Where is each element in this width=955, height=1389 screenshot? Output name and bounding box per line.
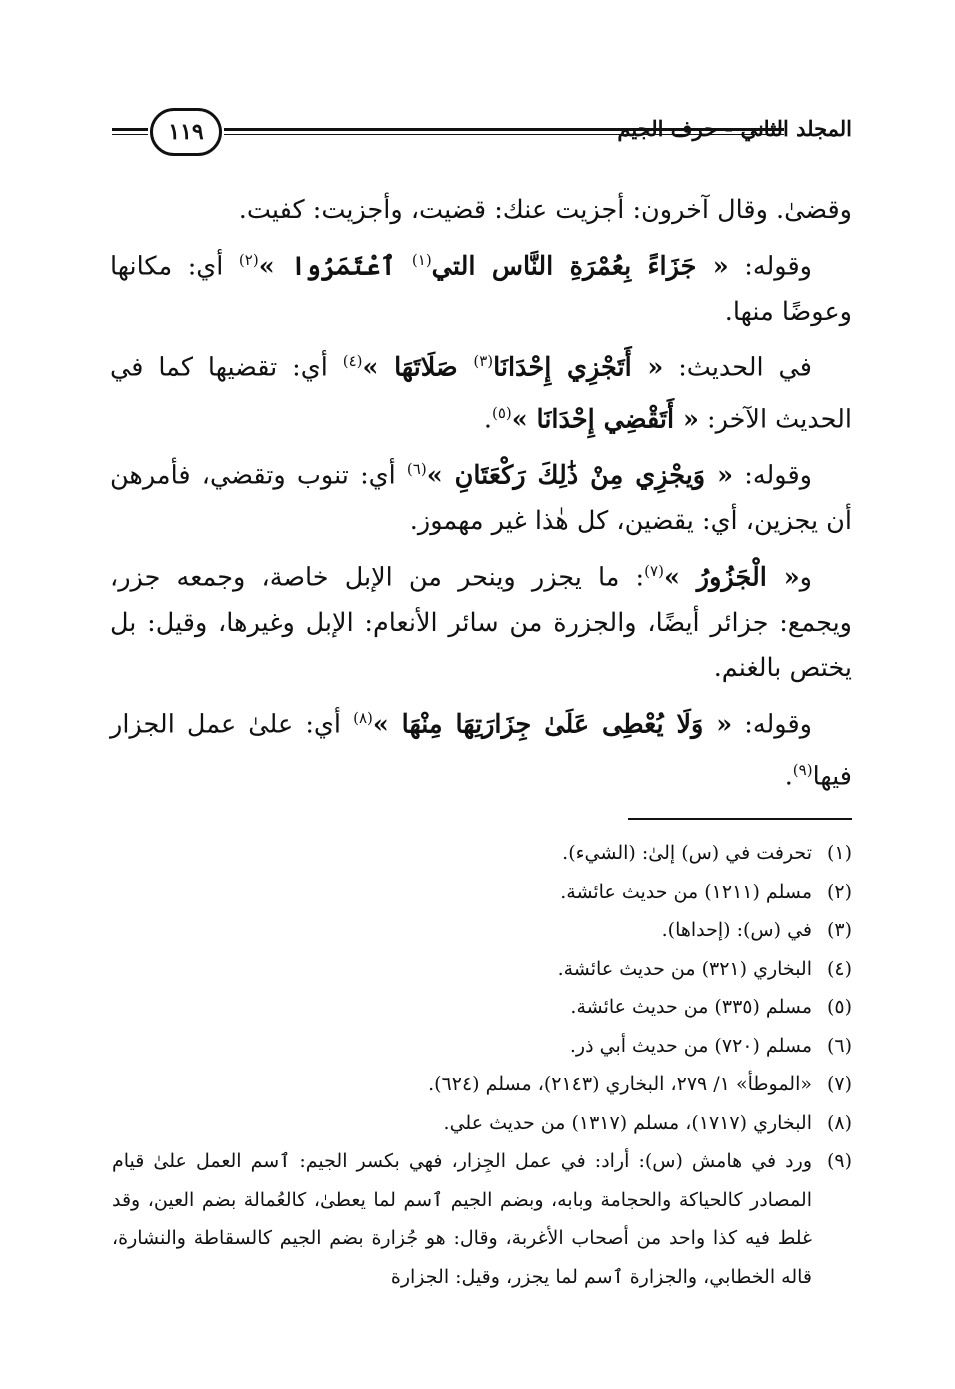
footnote-item	[112, 950, 852, 989]
running-title: المجلد الثاني - حرف الجيم	[617, 116, 852, 141]
footnote-number: (٦)	[826, 1034, 852, 1057]
footnote-separator	[628, 818, 852, 820]
footnote-text: ورد في هامش (س): أراد: في عمل الجِزار، فهي بكسر الجيم: ٱسم العمل علىٰ قيام المصادر كالحياكة والحجامة وبابه، وبضم الجيم ٱسم لما يعطىٰ، كالعُمالة بضم العين، وقد غلط فيه كذا واحد من أصحاب الأغربة، وقال: هو جُزارة بضم الجيم كالسقاطة والنشارة، قاله الخطابي، والجزارة ٱسم لما يجزر، وقيل: الجزارة	[112, 1150, 812, 1288]
middle-text: أي: علىٰ عمل الجزار فيها	[110, 709, 852, 791]
tail-text: أي: مكانها وعوضًا منها.	[110, 251, 852, 327]
footnote-number: (٨)	[826, 1111, 852, 1134]
footnote-item	[112, 911, 852, 950]
footnote-text: في (س): (إحداها).	[661, 919, 812, 941]
paragraph-2	[110, 238, 852, 336]
footnote-text: «الموطأ» ١/ ٢٧٩، البخاري (٢١٤٣)، مسلم (٦٢٤).	[428, 1073, 812, 1095]
quoted-phrase: « أَتَقْضِي إِحْدَانَا »	[511, 404, 699, 435]
footnote-number: (٣)	[826, 919, 852, 941]
footnote-number: (٤)	[826, 957, 852, 980]
tail-text: : ما يجزر وينحر من الإبل خاصة، وجمعه جزر، ويجمع: جزائر أيضًا، والجزرة من سائر الأنعام: الإبل وغيرها، وقيل: بل يختص بالغنم.	[110, 562, 852, 683]
footnote-ref[interactable]: (٤)	[342, 352, 363, 370]
header-rule-left	[112, 128, 148, 135]
footnote-ref[interactable]: (٢)	[238, 250, 259, 269]
footnote-text: تحرفت في (س) إلىٰ: (الشيء).	[562, 842, 812, 864]
lead-text: وقوله:	[733, 460, 812, 491]
footnote-number: (٥)	[826, 996, 852, 1018]
footnote-item	[112, 1027, 852, 1066]
quoted-phrase: ٱعْتَمَرُوا »	[258, 251, 412, 281]
lead-text: و	[799, 562, 812, 592]
main-text	[110, 188, 852, 804]
paragraph-3	[110, 339, 852, 443]
quoted-phrase: « أَتَجْزِي إِحْدَانَا	[493, 352, 664, 383]
paragraph-5	[110, 549, 852, 692]
footnote-ref[interactable]: (٨)	[353, 708, 373, 727]
footnote-text: البخاري (١٧١٧)، مسلم (١٣١٧) من حديث علي.	[443, 1111, 812, 1134]
footnote-number: (١)	[826, 842, 852, 864]
paragraph-1	[110, 188, 852, 234]
paragraph-4	[110, 447, 852, 545]
lead-text: وقوله:	[728, 251, 812, 281]
footnote-ref[interactable]: (١)	[411, 250, 432, 269]
footnote-ref[interactable]: (٩)	[792, 760, 813, 779]
footnote-ref[interactable]: (٥)	[491, 404, 512, 422]
footnote-ref[interactable]: (٧)	[644, 561, 664, 580]
footnote-number: (٧)	[826, 1073, 852, 1095]
tail-text: .	[784, 761, 793, 791]
footnote-item	[112, 873, 852, 912]
page-header	[112, 108, 852, 164]
footnote-ref[interactable]: (٦)	[406, 460, 427, 478]
quoted-phrase: « الْجَزُورُ »	[663, 562, 800, 592]
paragraph-6	[110, 696, 852, 800]
lead-text: وقوله:	[732, 709, 812, 739]
footnote-number: (٢)	[826, 880, 852, 903]
footnote-number: (٩)	[826, 1150, 852, 1172]
footnote-text: مسلم (٣٣٥) من حديث عائشة.	[570, 996, 812, 1018]
footnotes	[112, 834, 852, 1296]
footnote-ref[interactable]: (٣)	[473, 352, 494, 370]
page-number: ١١٩	[168, 119, 204, 145]
paragraph-1-text: وقضىٰ. وقال آخرون: أجزيت عنك: قضيت، وأجزيت: كفيت.	[238, 195, 852, 225]
lead-text: في الحديث:	[663, 352, 812, 383]
middle-text: أي: تقضيها كما في الحديث الآخر:	[110, 352, 852, 435]
footnote-item	[112, 834, 852, 873]
quoted-phrase: « وَلَا يُعْطِى عَلَىٰ جِزَارَتِهَا مِنْهَا »	[372, 709, 733, 739]
footnote-item	[112, 1142, 852, 1296]
tail-text: أي: تنوب وتقضي، فأمرهن أن يجزين، أي: يقضين، كل هٰذا غير مهموز.	[110, 460, 852, 536]
footnote-text: مسلم (١٢١١) من حديث عائشة.	[560, 880, 812, 903]
footnote-text: البخاري (٣٢١) من حديث عائشة.	[557, 957, 812, 980]
quoted-phrase: « جَزَاءً بِعُمْرَةِ النَّاس التي	[431, 251, 729, 281]
footnote-item	[112, 1065, 852, 1104]
footnote-text: مسلم (٧٢٠) من حديث أبي ذر.	[569, 1034, 812, 1057]
page-number-badge	[150, 108, 222, 156]
quoted-phrase: صَلَاتَهَا »	[362, 352, 474, 383]
tail-text: .	[483, 404, 492, 435]
quoted-phrase: « وَيجْزِي مِنْ ذَٰلِكَ رَكْعَتَانِ »	[426, 460, 734, 491]
footnote-item	[112, 988, 852, 1027]
footnote-item	[112, 1104, 852, 1143]
